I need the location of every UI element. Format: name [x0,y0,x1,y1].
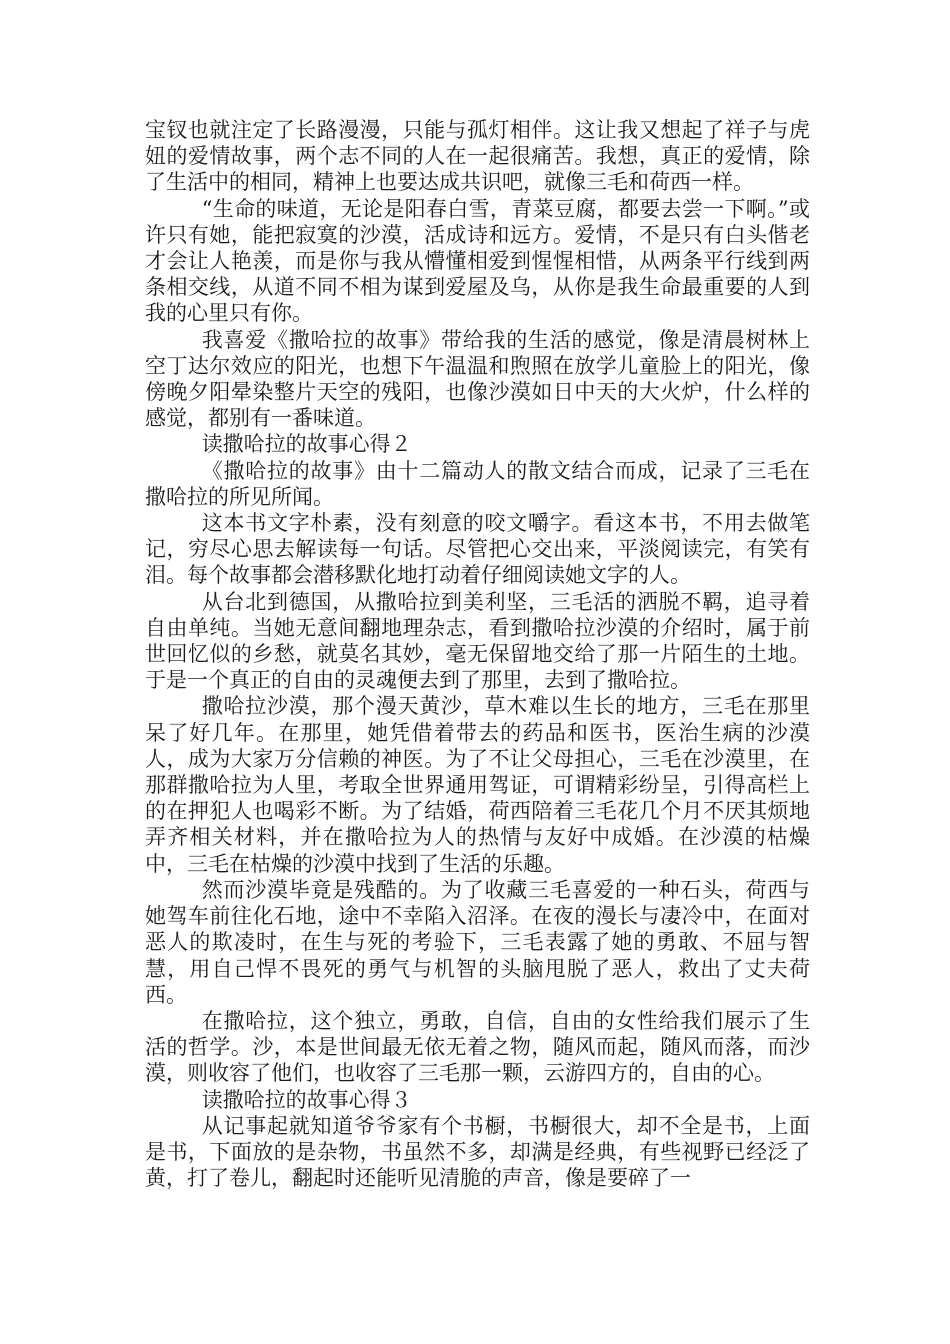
paragraph-1: 宝钗也就注定了长路漫漫，只能与孤灯相伴。这让我又想起了祥子与虎妞的爱情故事，两个志不同的人在一起很痛苦。我想，真正的爱情，除了生活中的相同，精神上也要达成共识吧，就像三毛和荷西一样。 [145,118,810,195]
section-heading-2: 读撒哈拉的故事心得２ [201,432,412,457]
paragraph-3: 我喜爱《撒哈拉的故事》带给我的生活的感觉，像是清晨树林上空丁达尔效应的阳光，也想下午温温和煦照在放学儿童脸上的阳光，像傍晚夕阳晕染整片天空的残阳，也像沙漠如日中天的大火炉，什么样的感觉，都别有一番味道。 [145,327,810,431]
section-heading-3: 读撒哈拉的故事心得３ [201,1087,412,1112]
paragraph-9: 在撒哈拉，这个独立，勇敢，自信，自由的女性给我们展示了生活的哲学。沙，本是世间最无依无着之物，随风而起，随风而落，而沙漠，则收容了他们，也收容了三毛那一颗，云游四方的，自由的心。 [145,1008,810,1086]
paragraph-4: 《撒哈拉的故事》由十二篇动人的散文结合而成，记录了三毛在撒哈拉的所见所闻。 [145,458,810,509]
paragraph-7: 撒哈拉沙漠，那个漫天黄沙，草木难以生长的地方，三毛在那里呆了好几年。在那里，她凭借着带去的药品和医书，医治生病的沙漠人，成为大家万分信赖的神医。为了不让父母担心，三毛在沙漠里，在那群撒哈拉为人里，考取全世界通用驾证，可谓精彩纷呈，引得高栏上的在押犯人也喝彩不断。为了结婚，荷西陪着三毛花几个月不厌其烦地弄齐相关材料，并在撒哈拉为人的热情与友好中成婚。在沙漠的枯燥中，三毛在枯燥的沙漠中找到了生活的乐趣。 [145,694,810,876]
paragraph-2: “生命的味道，无论是阳春白雪，青菜豆腐，都要去尝一下啊。”或许只有她，能把寂寞的沙漠，活成诗和远方。爱情，不是只有白头偕老才会让人艳羡，而是你与我从懵懂相爱到惺惺相惜，从两条平行线到两条相交线，从道不同不相为谋到爱屋及乌，从你是我生命最重要的人到我的心里只有你。 [145,196,810,326]
paragraph-8: 然而沙漠毕竟是残酷的。为了收藏三毛喜爱的一种石头，荷西与她驾车前往化石地，途中不幸陷入沼泽。在夜的漫长与凄冷中，在面对恶人的欺凌时，在生与死的考验下，三毛表露了她的勇敢、不屈与智慧，用自己悍不畏死的勇气与机智的头脑甩脱了恶人，救出了丈夫荷西。 [145,877,810,1007]
paragraph-5: 这本书文字朴素，没有刻意的咬文嚼字。看这本书，不用去做笔记，穷尽心思去解读每一句话。尽管把心交出来，平淡阅读完，有笑有泪。每个故事都会潜移默化地打动着仔细阅读她文字的人。 [145,511,810,588]
paragraph-10: 从记事起就知道爷爷家有个书橱，书橱很大，却不全是书，上面是书，下面放的是杂物，书虽然不多，却满是经典，有些视野已经泛了黄，打了卷儿，翻起时还能听见清脆的声音，像是要碎了一 [145,1113,810,1191]
document-body [145,117,810,1191]
paragraph-6: 从台北到德国，从撒哈拉到美利坚，三毛活的洒脱不羁，追寻着自由单纯。当她无意间翻地理杂志，看到撒哈拉沙漠的介绍时，属于前世回忆似的乡愁，就莫名其妙，毫无保留地交给了那一片陌生的土地。于是一个真正的自由的灵魂便去到了那里，去到了撒哈拉。 [145,589,810,693]
